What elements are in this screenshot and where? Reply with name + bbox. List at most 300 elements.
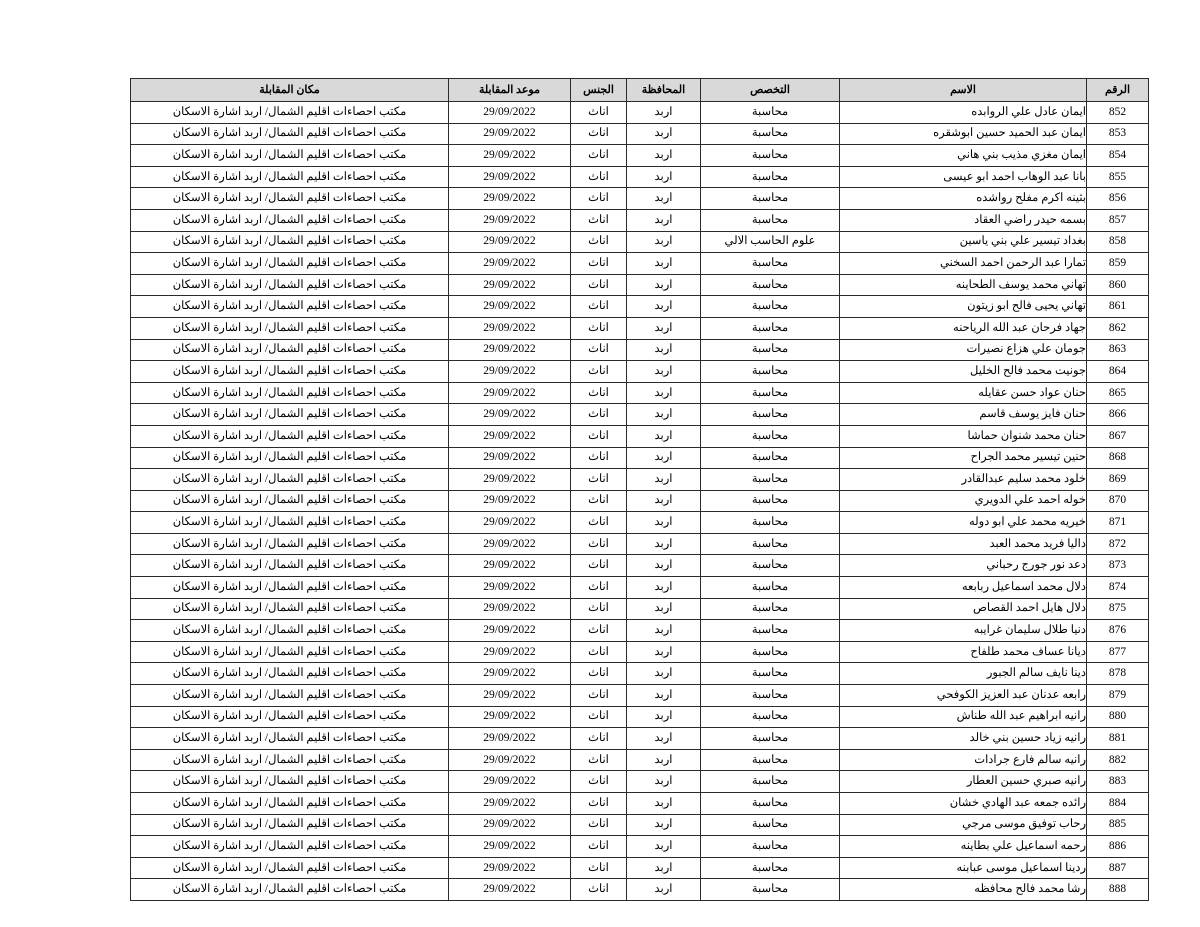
cell-specialization: محاسبة	[701, 706, 840, 728]
cell-specialization: محاسبة	[701, 102, 840, 124]
table-row	[131, 102, 1149, 124]
cell-gender: اناث	[571, 749, 627, 771]
cell-governorate: اربد	[627, 209, 701, 231]
cell-specialization: محاسبة	[701, 361, 840, 383]
cell-governorate: اربد	[627, 620, 701, 642]
cell-gender: اناث	[571, 317, 627, 339]
cell-interview-place: مكتب احصاءات اقليم الشمال/ اربد اشارة الاسكان	[131, 123, 449, 145]
cell-number: 884	[1087, 793, 1149, 815]
table-row	[131, 447, 1149, 469]
cell-governorate: اربد	[627, 685, 701, 707]
cell-interview-place: مكتب احصاءات اقليم الشمال/ اربد اشارة الاسكان	[131, 102, 449, 124]
cell-name: تهاني يحيى فالح ابو زيتون	[840, 296, 1087, 318]
cell-name: خوله احمد علي الدويري	[840, 490, 1087, 512]
cell-name: حنان فايز يوسف قاسم	[840, 404, 1087, 426]
cell-governorate: اربد	[627, 706, 701, 728]
cell-governorate: اربد	[627, 145, 701, 167]
table-row	[131, 836, 1149, 858]
cell-name: حنين تيسير محمد الجراح	[840, 447, 1087, 469]
cell-gender: اناث	[571, 490, 627, 512]
cell-governorate: اربد	[627, 123, 701, 145]
cell-number: 874	[1087, 577, 1149, 599]
cell-interview-date: 29/09/2022	[449, 188, 571, 210]
cell-number: 886	[1087, 836, 1149, 858]
table-row	[131, 469, 1149, 491]
cell-governorate: اربد	[627, 728, 701, 750]
cell-gender: اناث	[571, 836, 627, 858]
cell-governorate: اربد	[627, 166, 701, 188]
cell-name: بثينه اكرم مفلح رواشده	[840, 188, 1087, 210]
cell-gender: اناث	[571, 361, 627, 383]
cell-name: جومان علي هزاع نصيرات	[840, 339, 1087, 361]
column-header-interview-date: موعد المقابلة	[449, 79, 571, 102]
table-row	[131, 145, 1149, 167]
cell-interview-date: 29/09/2022	[449, 317, 571, 339]
cell-interview-place: مكتب احصاءات اقليم الشمال/ اربد اشارة الاسكان	[131, 706, 449, 728]
cell-interview-date: 29/09/2022	[449, 231, 571, 253]
cell-interview-date: 29/09/2022	[449, 339, 571, 361]
cell-specialization: محاسبة	[701, 317, 840, 339]
cell-interview-place: مكتب احصاءات اقليم الشمال/ اربد اشارة الاسكان	[131, 577, 449, 599]
cell-name: رانيه سالم فارع جرادات	[840, 749, 1087, 771]
table-row	[131, 339, 1149, 361]
cell-specialization: محاسبة	[701, 728, 840, 750]
column-header-specialization: التخصص	[701, 79, 840, 102]
cell-number: 864	[1087, 361, 1149, 383]
cell-number: 887	[1087, 857, 1149, 879]
cell-governorate: اربد	[627, 274, 701, 296]
cell-specialization: محاسبة	[701, 620, 840, 642]
cell-interview-date: 29/09/2022	[449, 663, 571, 685]
cell-gender: اناث	[571, 469, 627, 491]
cell-governorate: اربد	[627, 641, 701, 663]
cell-interview-place: مكتب احصاءات اقليم الشمال/ اربد اشارة الاسكان	[131, 145, 449, 167]
cell-governorate: اربد	[627, 814, 701, 836]
cell-number: 869	[1087, 469, 1149, 491]
cell-gender: اناث	[571, 274, 627, 296]
table-row	[131, 317, 1149, 339]
cell-governorate: اربد	[627, 793, 701, 815]
cell-name: خلود محمد سليم عبدالقادر	[840, 469, 1087, 491]
cell-gender: اناث	[571, 253, 627, 275]
cell-number: 876	[1087, 620, 1149, 642]
cell-name: رائده جمعه عبد الهادي خشان	[840, 793, 1087, 815]
cell-specialization: محاسبة	[701, 555, 840, 577]
table-row	[131, 188, 1149, 210]
cell-number: 868	[1087, 447, 1149, 469]
cell-specialization: محاسبة	[701, 382, 840, 404]
column-header-number: الرقم	[1087, 79, 1149, 102]
cell-gender: اناث	[571, 123, 627, 145]
cell-name: حنان عواد حسن عقايله	[840, 382, 1087, 404]
cell-interview-date: 29/09/2022	[449, 620, 571, 642]
cell-gender: اناث	[571, 209, 627, 231]
cell-number: 872	[1087, 533, 1149, 555]
cell-interview-place: مكتب احصاءات اقليم الشمال/ اربد اشارة الاسكان	[131, 209, 449, 231]
cell-number: 882	[1087, 749, 1149, 771]
cell-interview-place: مكتب احصاءات اقليم الشمال/ اربد اشارة الاسكان	[131, 490, 449, 512]
interview-table-container	[131, 78, 1149, 901]
cell-interview-date: 29/09/2022	[449, 361, 571, 383]
cell-governorate: اربد	[627, 490, 701, 512]
cell-interview-place: مكتب احصاءات اقليم الشمال/ اربد اشارة الاسكان	[131, 188, 449, 210]
cell-interview-date: 29/09/2022	[449, 425, 571, 447]
cell-gender: اناث	[571, 793, 627, 815]
table-row	[131, 641, 1149, 663]
cell-interview-date: 29/09/2022	[449, 685, 571, 707]
cell-gender: اناث	[571, 339, 627, 361]
cell-specialization: محاسبة	[701, 793, 840, 815]
cell-interview-date: 29/09/2022	[449, 555, 571, 577]
cell-number: 885	[1087, 814, 1149, 836]
cell-interview-place: مكتب احصاءات اقليم الشمال/ اربد اشارة الاسكان	[131, 814, 449, 836]
cell-gender: اناث	[571, 555, 627, 577]
cell-specialization: محاسبة	[701, 836, 840, 858]
cell-name: داليا فريد محمد العبد	[840, 533, 1087, 555]
table-row	[131, 706, 1149, 728]
cell-number: 866	[1087, 404, 1149, 426]
cell-gender: اناث	[571, 425, 627, 447]
cell-governorate: اربد	[627, 555, 701, 577]
cell-interview-place: مكتب احصاءات اقليم الشمال/ اربد اشارة الاسكان	[131, 253, 449, 275]
table-header-row	[131, 79, 1149, 102]
cell-specialization: محاسبة	[701, 469, 840, 491]
cell-interview-date: 29/09/2022	[449, 706, 571, 728]
cell-gender: اناث	[571, 641, 627, 663]
cell-interview-date: 29/09/2022	[449, 469, 571, 491]
cell-gender: اناث	[571, 296, 627, 318]
table-row	[131, 404, 1149, 426]
cell-interview-place: مكتب احصاءات اقليم الشمال/ اربد اشارة الاسكان	[131, 469, 449, 491]
cell-gender: اناث	[571, 231, 627, 253]
cell-interview-date: 29/09/2022	[449, 145, 571, 167]
cell-governorate: اربد	[627, 749, 701, 771]
cell-interview-place: مكتب احصاءات اقليم الشمال/ اربد اشارة الاسكان	[131, 533, 449, 555]
cell-specialization: علوم الحاسب الالي	[701, 231, 840, 253]
cell-interview-place: مكتب احصاءات اقليم الشمال/ اربد اشارة الاسكان	[131, 361, 449, 383]
cell-interview-date: 29/09/2022	[449, 209, 571, 231]
cell-gender: اناث	[571, 404, 627, 426]
cell-interview-date: 29/09/2022	[449, 857, 571, 879]
cell-specialization: محاسبة	[701, 857, 840, 879]
cell-name: دلال هايل احمد القصاص	[840, 598, 1087, 620]
cell-gender: اناث	[571, 102, 627, 124]
cell-name: ردينا اسماعيل موسى عبابنه	[840, 857, 1087, 879]
cell-gender: اناث	[571, 728, 627, 750]
cell-number: 871	[1087, 512, 1149, 534]
cell-specialization: محاسبة	[701, 404, 840, 426]
table-row	[131, 685, 1149, 707]
cell-interview-place: مكتب احصاءات اقليم الشمال/ اربد اشارة الاسكان	[131, 879, 449, 901]
cell-interview-place: مكتب احصاءات اقليم الشمال/ اربد اشارة الاسكان	[131, 231, 449, 253]
cell-interview-place: مكتب احصاءات اقليم الشمال/ اربد اشارة الاسكان	[131, 728, 449, 750]
table-row	[131, 533, 1149, 555]
cell-interview-date: 29/09/2022	[449, 879, 571, 901]
cell-name: دعد نور جورج رحباني	[840, 555, 1087, 577]
cell-governorate: اربد	[627, 425, 701, 447]
cell-interview-date: 29/09/2022	[449, 814, 571, 836]
cell-interview-date: 29/09/2022	[449, 641, 571, 663]
cell-interview-date: 29/09/2022	[449, 533, 571, 555]
table-row	[131, 555, 1149, 577]
table-row	[131, 166, 1149, 188]
cell-specialization: محاسبة	[701, 145, 840, 167]
interview-table	[130, 78, 1149, 901]
cell-specialization: محاسبة	[701, 490, 840, 512]
cell-interview-place: مكتب احصاءات اقليم الشمال/ اربد اشارة الاسكان	[131, 425, 449, 447]
cell-number: 870	[1087, 490, 1149, 512]
cell-governorate: اربد	[627, 231, 701, 253]
cell-interview-date: 29/09/2022	[449, 512, 571, 534]
cell-number: 859	[1087, 253, 1149, 275]
cell-name: ايمان عادل علي الروابده	[840, 102, 1087, 124]
cell-gender: اناث	[571, 857, 627, 879]
cell-interview-date: 29/09/2022	[449, 166, 571, 188]
cell-interview-place: مكتب احصاءات اقليم الشمال/ اربد اشارة الاسكان	[131, 512, 449, 534]
table-row	[131, 620, 1149, 642]
cell-interview-date: 29/09/2022	[449, 382, 571, 404]
cell-governorate: اربد	[627, 857, 701, 879]
table-row	[131, 814, 1149, 836]
table-row	[131, 793, 1149, 815]
cell-interview-date: 29/09/2022	[449, 793, 571, 815]
cell-gender: اناث	[571, 685, 627, 707]
cell-specialization: محاسبة	[701, 641, 840, 663]
table-row	[131, 361, 1149, 383]
cell-interview-date: 29/09/2022	[449, 749, 571, 771]
cell-interview-place: مكتب احصاءات اقليم الشمال/ اربد اشارة الاسكان	[131, 749, 449, 771]
cell-name: بسمه حيدر راضي العقاد	[840, 209, 1087, 231]
cell-number: 857	[1087, 209, 1149, 231]
cell-interview-date: 29/09/2022	[449, 771, 571, 793]
cell-specialization: محاسبة	[701, 512, 840, 534]
table-row	[131, 382, 1149, 404]
cell-governorate: اربد	[627, 339, 701, 361]
table-body	[131, 102, 1149, 901]
cell-specialization: محاسبة	[701, 749, 840, 771]
cell-specialization: محاسبة	[701, 425, 840, 447]
cell-interview-place: مكتب احصاءات اقليم الشمال/ اربد اشارة الاسكان	[131, 857, 449, 879]
cell-interview-date: 29/09/2022	[449, 253, 571, 275]
cell-name: دلال محمد اسماعيل ربابعه	[840, 577, 1087, 599]
cell-governorate: اربد	[627, 836, 701, 858]
table-row	[131, 231, 1149, 253]
cell-name: ديانا عساف محمد طلفاح	[840, 641, 1087, 663]
cell-number: 878	[1087, 663, 1149, 685]
cell-specialization: محاسبة	[701, 577, 840, 599]
cell-interview-place: مكتب احصاءات اقليم الشمال/ اربد اشارة الاسكان	[131, 296, 449, 318]
cell-name: رانيه صبري حسين العطار	[840, 771, 1087, 793]
cell-specialization: محاسبة	[701, 814, 840, 836]
cell-name: رحاب توفيق موسى مرجي	[840, 814, 1087, 836]
cell-interview-date: 29/09/2022	[449, 728, 571, 750]
table-row	[131, 598, 1149, 620]
cell-number: 852	[1087, 102, 1149, 124]
cell-name: رحمه اسماعيل علي بطاينه	[840, 836, 1087, 858]
cell-number: 858	[1087, 231, 1149, 253]
cell-interview-place: مكتب احصاءات اقليم الشمال/ اربد اشارة الاسكان	[131, 555, 449, 577]
table-row	[131, 209, 1149, 231]
cell-governorate: اربد	[627, 102, 701, 124]
cell-gender: اناث	[571, 879, 627, 901]
cell-number: 881	[1087, 728, 1149, 750]
cell-interview-place: مكتب احصاءات اقليم الشمال/ اربد اشارة الاسكان	[131, 382, 449, 404]
cell-governorate: اربد	[627, 447, 701, 469]
cell-name: جهاد فرحان عبد الله الرياحنه	[840, 317, 1087, 339]
cell-gender: اناث	[571, 145, 627, 167]
table-row	[131, 253, 1149, 275]
cell-number: 865	[1087, 382, 1149, 404]
cell-gender: اناث	[571, 447, 627, 469]
cell-name: بغداد تيسير علي بني ياسين	[840, 231, 1087, 253]
cell-interview-place: مكتب احصاءات اقليم الشمال/ اربد اشارة الاسكان	[131, 685, 449, 707]
cell-number: 856	[1087, 188, 1149, 210]
cell-governorate: اربد	[627, 469, 701, 491]
column-header-interview-place: مكان المقابلة	[131, 79, 449, 102]
cell-name: تهاني محمد يوسف الطحاينه	[840, 274, 1087, 296]
cell-specialization: محاسبة	[701, 339, 840, 361]
cell-gender: اناث	[571, 814, 627, 836]
cell-specialization: محاسبة	[701, 447, 840, 469]
cell-governorate: اربد	[627, 361, 701, 383]
table-row	[131, 577, 1149, 599]
cell-number: 855	[1087, 166, 1149, 188]
cell-gender: اناث	[571, 598, 627, 620]
cell-gender: اناث	[571, 771, 627, 793]
cell-number: 860	[1087, 274, 1149, 296]
cell-governorate: اربد	[627, 533, 701, 555]
cell-number: 875	[1087, 598, 1149, 620]
cell-interview-date: 29/09/2022	[449, 296, 571, 318]
cell-number: 879	[1087, 685, 1149, 707]
cell-number: 867	[1087, 425, 1149, 447]
cell-interview-date: 29/09/2022	[449, 274, 571, 296]
cell-specialization: محاسبة	[701, 123, 840, 145]
table-row	[131, 771, 1149, 793]
cell-governorate: اربد	[627, 404, 701, 426]
cell-interview-place: مكتب احصاءات اقليم الشمال/ اربد اشارة الاسكان	[131, 793, 449, 815]
cell-gender: اناث	[571, 188, 627, 210]
cell-interview-place: مكتب احصاءات اقليم الشمال/ اربد اشارة الاسكان	[131, 598, 449, 620]
cell-name: تمارا عبد الرحمن احمد السخني	[840, 253, 1087, 275]
cell-interview-date: 29/09/2022	[449, 490, 571, 512]
cell-number: 880	[1087, 706, 1149, 728]
cell-interview-place: مكتب احصاءات اقليم الشمال/ اربد اشارة الاسكان	[131, 447, 449, 469]
cell-governorate: اربد	[627, 317, 701, 339]
cell-specialization: محاسبة	[701, 663, 840, 685]
cell-gender: اناث	[571, 577, 627, 599]
cell-number: 873	[1087, 555, 1149, 577]
cell-name: رابعه عدنان عبد العزيز الكوفحي	[840, 685, 1087, 707]
cell-gender: اناث	[571, 512, 627, 534]
table-row	[131, 490, 1149, 512]
table-row	[131, 749, 1149, 771]
cell-name: رانيه ابراهيم عبد الله طناش	[840, 706, 1087, 728]
table-row	[131, 728, 1149, 750]
cell-gender: اناث	[571, 620, 627, 642]
cell-governorate: اربد	[627, 188, 701, 210]
cell-interview-place: مكتب احصاءات اقليم الشمال/ اربد اشارة الاسكان	[131, 663, 449, 685]
cell-number: 863	[1087, 339, 1149, 361]
table-row	[131, 123, 1149, 145]
cell-name: دينا نايف سالم الجبور	[840, 663, 1087, 685]
table-row	[131, 857, 1149, 879]
cell-number: 853	[1087, 123, 1149, 145]
cell-governorate: اربد	[627, 663, 701, 685]
cell-gender: اناث	[571, 382, 627, 404]
cell-specialization: محاسبة	[701, 879, 840, 901]
cell-number: 888	[1087, 879, 1149, 901]
cell-number: 862	[1087, 317, 1149, 339]
cell-specialization: محاسبة	[701, 685, 840, 707]
cell-name: بانا عبد الوهاب احمد ابو عيسى	[840, 166, 1087, 188]
cell-number: 861	[1087, 296, 1149, 318]
cell-specialization: محاسبة	[701, 166, 840, 188]
table-row	[131, 663, 1149, 685]
table-row	[131, 879, 1149, 901]
cell-number: 854	[1087, 145, 1149, 167]
cell-interview-date: 29/09/2022	[449, 447, 571, 469]
cell-name: رشا محمد فالح محافظه	[840, 879, 1087, 901]
cell-interview-date: 29/09/2022	[449, 404, 571, 426]
cell-specialization: محاسبة	[701, 533, 840, 555]
cell-gender: اناث	[571, 706, 627, 728]
cell-specialization: محاسبة	[701, 209, 840, 231]
cell-governorate: اربد	[627, 771, 701, 793]
cell-interview-place: مكتب احصاءات اقليم الشمال/ اربد اشارة الاسكان	[131, 317, 449, 339]
table-row	[131, 274, 1149, 296]
cell-specialization: محاسبة	[701, 771, 840, 793]
cell-governorate: اربد	[627, 253, 701, 275]
cell-specialization: محاسبة	[701, 253, 840, 275]
cell-name: رانيه زياد حسين بني خالد	[840, 728, 1087, 750]
cell-interview-place: مكتب احصاءات اقليم الشمال/ اربد اشارة الاسكان	[131, 166, 449, 188]
cell-gender: اناث	[571, 533, 627, 555]
column-header-name: الاسم	[840, 79, 1087, 102]
column-header-gender: الجنس	[571, 79, 627, 102]
cell-name: دنيا طلال سليمان غرايبه	[840, 620, 1087, 642]
cell-name: ايمان عبد الحميد حسين ابوشقره	[840, 123, 1087, 145]
cell-interview-date: 29/09/2022	[449, 123, 571, 145]
table-header	[131, 79, 1149, 102]
table-row	[131, 425, 1149, 447]
cell-gender: اناث	[571, 663, 627, 685]
cell-name: خيريه محمد علي ابو دوله	[840, 512, 1087, 534]
cell-interview-place: مكتب احصاءات اقليم الشمال/ اربد اشارة الاسكان	[131, 339, 449, 361]
cell-interview-place: مكتب احصاءات اقليم الشمال/ اربد اشارة الاسكان	[131, 836, 449, 858]
column-header-governorate: المحافظة	[627, 79, 701, 102]
cell-name: جونيت محمد فالح الخليل	[840, 361, 1087, 383]
cell-number: 883	[1087, 771, 1149, 793]
table-row	[131, 512, 1149, 534]
cell-gender: اناث	[571, 166, 627, 188]
cell-interview-place: مكتب احصاءات اقليم الشمال/ اربد اشارة الاسكان	[131, 274, 449, 296]
cell-interview-date: 29/09/2022	[449, 836, 571, 858]
cell-interview-date: 29/09/2022	[449, 102, 571, 124]
cell-interview-place: مكتب احصاءات اقليم الشمال/ اربد اشارة الاسكان	[131, 404, 449, 426]
cell-interview-place: مكتب احصاءات اقليم الشمال/ اربد اشارة الاسكان	[131, 771, 449, 793]
cell-number: 877	[1087, 641, 1149, 663]
cell-interview-date: 29/09/2022	[449, 577, 571, 599]
cell-governorate: اربد	[627, 879, 701, 901]
cell-specialization: محاسبة	[701, 188, 840, 210]
cell-governorate: اربد	[627, 512, 701, 534]
cell-interview-date: 29/09/2022	[449, 598, 571, 620]
cell-name: حنان محمد شنوان حماشا	[840, 425, 1087, 447]
cell-governorate: اربد	[627, 382, 701, 404]
cell-governorate: اربد	[627, 296, 701, 318]
cell-governorate: اربد	[627, 577, 701, 599]
